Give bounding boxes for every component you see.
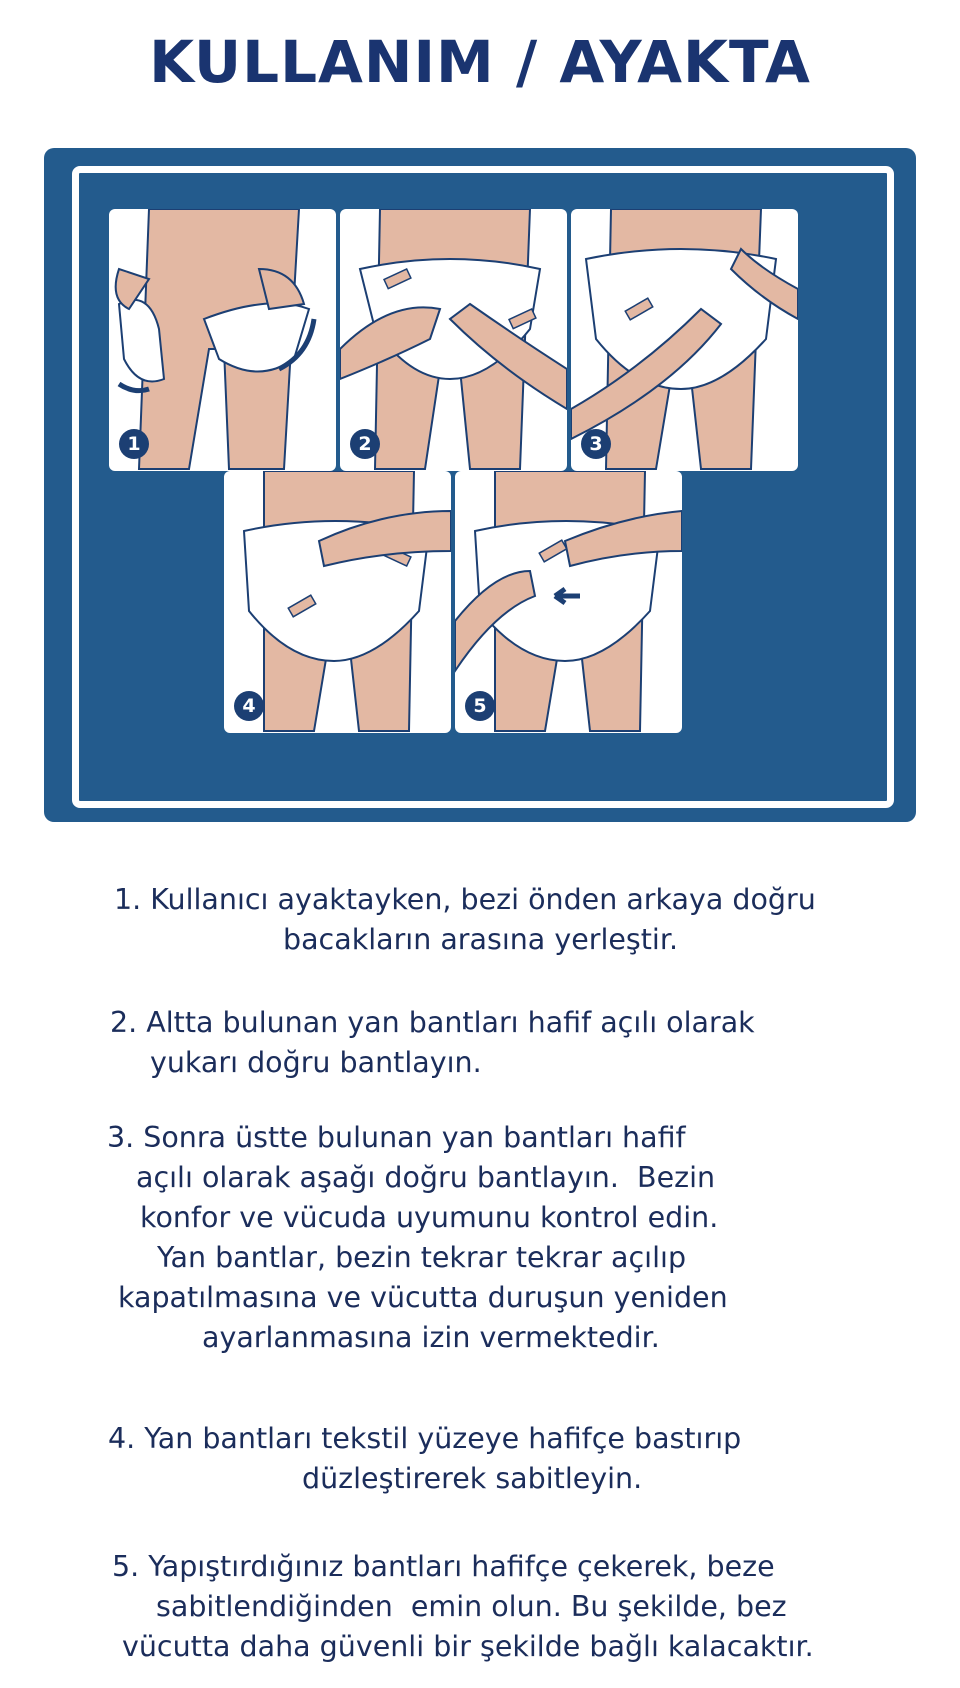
- instruction-2: [100, 1003, 920, 1083]
- step-4-illustration: [224, 471, 451, 733]
- instruction-5: [100, 1547, 920, 1667]
- instruction-5-line-2: sabitlendiğinden emin olun. Bu şekilde, bez: [156, 1590, 787, 1623]
- step-2-number: 2: [350, 429, 380, 459]
- instruction-4-line-1: 4. Yan bantları tekstil yüzeye hafifçe bastırıp: [108, 1422, 742, 1455]
- instruction-3-line-6: ayarlanmasına izin vermektedir.: [202, 1321, 660, 1354]
- instruction-2-line-2: yukarı doğru bantlayın.: [150, 1046, 482, 1079]
- instruction-3: [100, 1118, 920, 1358]
- step-5-illustration: [455, 471, 682, 733]
- step-2-illustration: [340, 209, 567, 471]
- instruction-1-line-2: bacakların arasına yerleştir.: [283, 923, 679, 956]
- instruction-3-line-1: 3. Sonra üstte bulunan yan bantları hafif: [107, 1121, 686, 1154]
- instruction-5-line-1: 5. Yapıştırdığınız bantları hafifçe çekerek, beze: [112, 1550, 775, 1583]
- instruction-2-line-1: 2. Altta bulunan yan bantları hafif açılı olarak: [110, 1006, 755, 1039]
- step-3-number: 3: [581, 429, 611, 459]
- instruction-3-line-5: kapatılmasına ve vücutta duruşun yeniden: [118, 1281, 728, 1314]
- step-4-number: 4: [234, 691, 264, 721]
- instruction-1-line-1: 1. Kullanıcı ayaktayken, bezi önden arkaya doğru: [114, 883, 816, 916]
- step-1-illustration: [109, 209, 336, 471]
- instruction-3-line-3: konfor ve vücuda uyumunu kontrol edin.: [140, 1201, 719, 1234]
- instruction-5-line-3: vücutta daha güvenli bir şekilde bağlı kalacaktır.: [122, 1630, 814, 1663]
- instruction-4: [100, 1419, 920, 1499]
- instruction-3-line-4: Yan bantlar, bezin tekrar tekrar açılıp: [157, 1241, 687, 1274]
- illustration-frame: [72, 166, 894, 808]
- step-1-number: 1: [119, 429, 149, 459]
- page-title: KULLANIM / AYAKTA: [149, 28, 811, 96]
- instruction-4-line-2: düzleştirerek sabitleyin.: [302, 1462, 643, 1495]
- instruction-1: [100, 880, 920, 960]
- step-5-number: 5: [465, 691, 495, 721]
- instruction-3-line-2: açılı olarak aşağı doğru bantlayın. Bezin: [136, 1161, 716, 1194]
- illustration-panel: [44, 148, 916, 822]
- step-3-illustration: [571, 209, 798, 471]
